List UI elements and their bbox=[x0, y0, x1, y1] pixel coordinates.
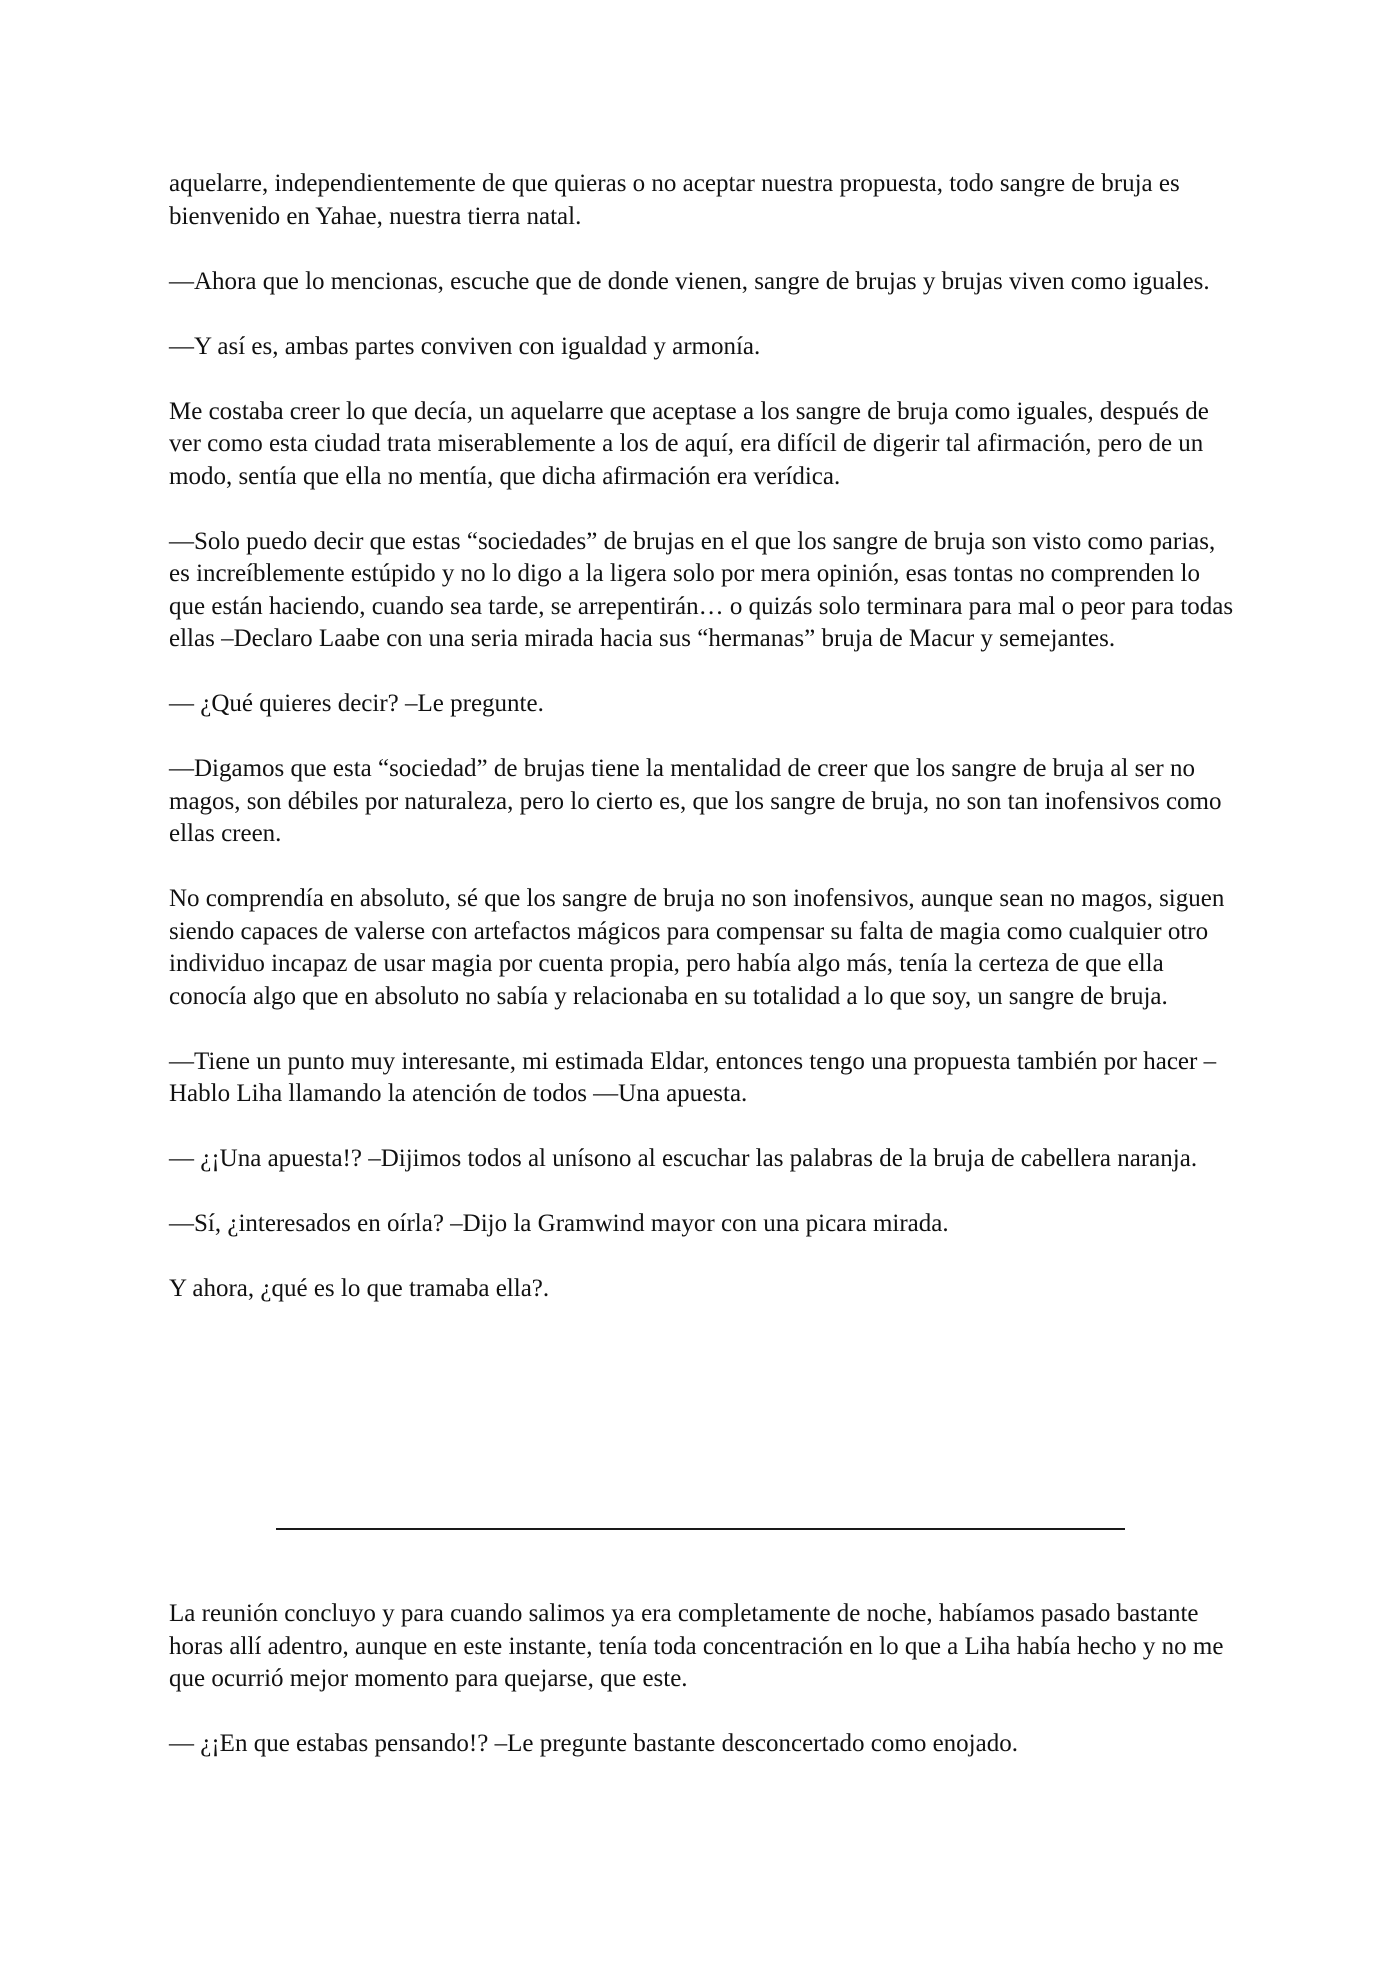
paragraph: —Tiene un punto muy interesante, mi estimada Eldar, entonces tengo una propuesta también por hacer –Hablo Liha llamando la atención de todos —Una apuesta. bbox=[169, 1047, 1217, 1107]
paragraph: —Ahora que lo mencionas, escuche que de donde vienen, sangre de brujas y brujas viven como iguales. bbox=[169, 267, 1210, 295]
paragraph: Me costaba creer lo que decía, un aquelarre que aceptase a los sangre de bruja como iguales, después de ver como esta ciudad trata miserablemente a los de aquí, era difícil de digerir tal afirmación, pero de un modo, sentía que ella no mentía, que dicha afirmación era verídica. bbox=[169, 397, 1209, 490]
paragraph: —Sí, ¿interesados en oírla? –Dijo la Gramwind mayor con una picara mirada. bbox=[169, 1210, 949, 1237]
paragraph: — ¿¡En que estabas pensando!? –Le pregunte bastante desconcertado como enojado. bbox=[169, 1730, 1018, 1757]
paragraph: Y ahora, ¿qué es lo que tramaba ella?. bbox=[169, 1275, 550, 1302]
text-section-2 bbox=[169, 1598, 1241, 1793]
section-divider bbox=[276, 1528, 1125, 1530]
paragraph: —Y así es, ambas partes conviven con igualdad y armonía. bbox=[169, 332, 761, 360]
paragraph: No comprendía en absoluto, sé que los sangre de bruja no son inofensivos, aunque sean no magos, siguen siendo capaces de valerse con artefactos mágicos para compensar su falta de magia como cualquier otro individuo incapaz de usar magia por cuenta propia, pero había algo más, tenía la certeza de que ella conocía algo que en absoluto no sabía y relacionaba en su totalidad a lo que soy, un sangre de bruja. bbox=[169, 885, 1225, 1010]
paragraph: La reunión concluyo y para cuando salimos ya era completamente de noche, habíamos pasado bastante horas allí adentro, aunque en este instante, tenía toda concentración en lo que a Liha había hecho y no me que ocurrió mejor momento para quejarse, que este. bbox=[169, 1600, 1224, 1692]
paragraph: —Digamos que esta “sociedad” de brujas tiene la mentalidad de creer que los sangre de bruja al ser no magos, son débiles por naturaleza, pero lo cierto es, que los sangre de bruja, no son tan inofensivos como ellas creen. bbox=[169, 755, 1222, 847]
paragraph: — ¿¡Una apuesta!? –Dijimos todos al unísono al escuchar las palabras de la bruja de cabellera naranja. bbox=[169, 1145, 1198, 1172]
paragraph: aquelarre, independientemente de que quieras o no aceptar nuestra propuesta, todo sangre de bruja es bienvenido en Yahae, nuestra tierra natal. bbox=[169, 170, 1180, 230]
paragraph: —Solo puedo decir que estas “sociedades” de brujas en el que los sangre de bruja son visto como parias, es increíblemente estúpido y no lo digo a la ligera solo por mera opinión, esas tontas no comprenden lo que están haciendo, cuando sea tarde, se arrepentirán… o quizás solo terminara para mal o peor para todas ellas –Declaro Laabe con una seria mirada hacia sus “hermanas” bruja de Macur y semejantes. bbox=[169, 527, 1234, 652]
text-section-1 bbox=[169, 168, 1241, 1338]
paragraph: — ¿Qué quieres decir? –Le pregunte. bbox=[169, 690, 544, 717]
